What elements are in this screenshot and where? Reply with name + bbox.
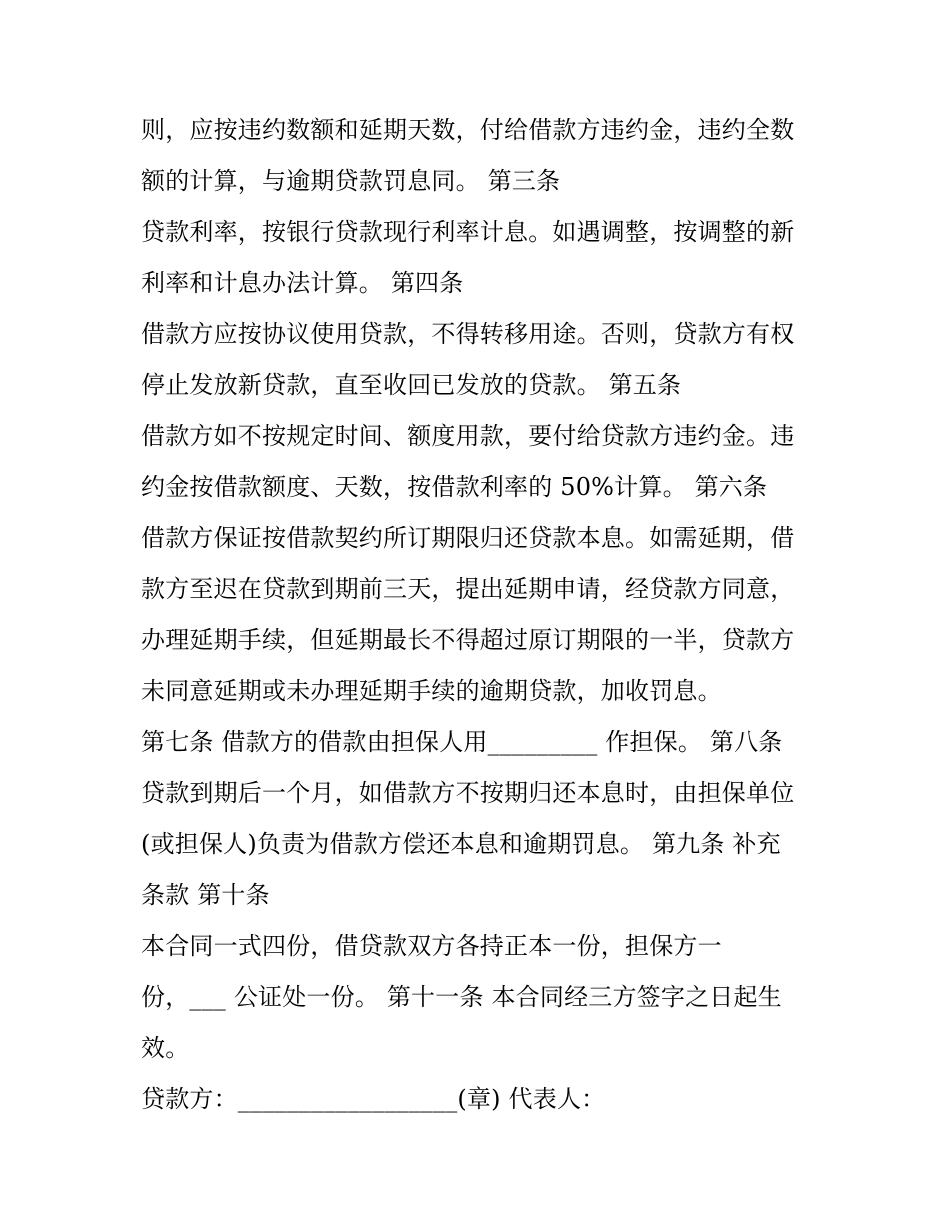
text-line: 利率和计息办法计算。 第四条 bbox=[141, 269, 464, 297]
text-line: 办理延期手续，但延期最长不得超过原订期限的一半，贷款方 bbox=[141, 626, 795, 654]
text-line: 款方至迟在贷款到期前三天，提出延期申请，经贷款方同意， bbox=[141, 575, 795, 603]
text-line: (或担保人)负责为借款方偿还本息和逾期罚息。 第九条 补充 bbox=[141, 830, 781, 858]
text-line: 贷款方：__________________(章) 代表人： bbox=[141, 1085, 606, 1113]
text-line: 借款方如不按规定时间、额度用款，要付给贷款方违约金。违 bbox=[141, 422, 795, 450]
text-line: 效。 bbox=[141, 1034, 190, 1062]
text-line: 约金按借款额度、天数，按借款利率的 50%计算。 第六条 bbox=[141, 473, 768, 501]
text-line: 条款 第十条 bbox=[141, 881, 270, 909]
text-line: 份，___ 公证处一份。 第十一条 本合同经三方签字之日起生 bbox=[141, 983, 782, 1011]
text-line: 停止发放新贷款，直至收回已发放的贷款。 第五条 bbox=[141, 371, 682, 399]
text-line: 本合同一式四份，借贷款双方各持正本一份，担保方一 bbox=[141, 932, 722, 960]
text-line: 则，应按违约数额和延期天数，付给借款方违约金，违约全数 bbox=[141, 116, 795, 144]
text-line: 第七条 借款方的借款由担保人用_________ 作担保。 第八条 bbox=[141, 728, 783, 756]
text-line: 额的计算，与逾期贷款罚息同。 第三条 bbox=[141, 167, 561, 195]
text-line: 贷款到期后一个月，如借款方不按期归还本息时，由担保单位 bbox=[141, 779, 795, 807]
text-line: 未同意延期或未办理延期手续的逾期贷款，加收罚息。 bbox=[141, 677, 722, 705]
text-line: 借款方保证按借款契约所订期限归还贷款本息。如需延期，借 bbox=[141, 524, 795, 552]
text-line: 贷款利率，按银行贷款现行利率计息。如遇调整，按调整的新 bbox=[141, 218, 795, 246]
text-line: 借款方应按协议使用贷款，不得转移用途。否则，贷款方有权 bbox=[141, 320, 795, 348]
